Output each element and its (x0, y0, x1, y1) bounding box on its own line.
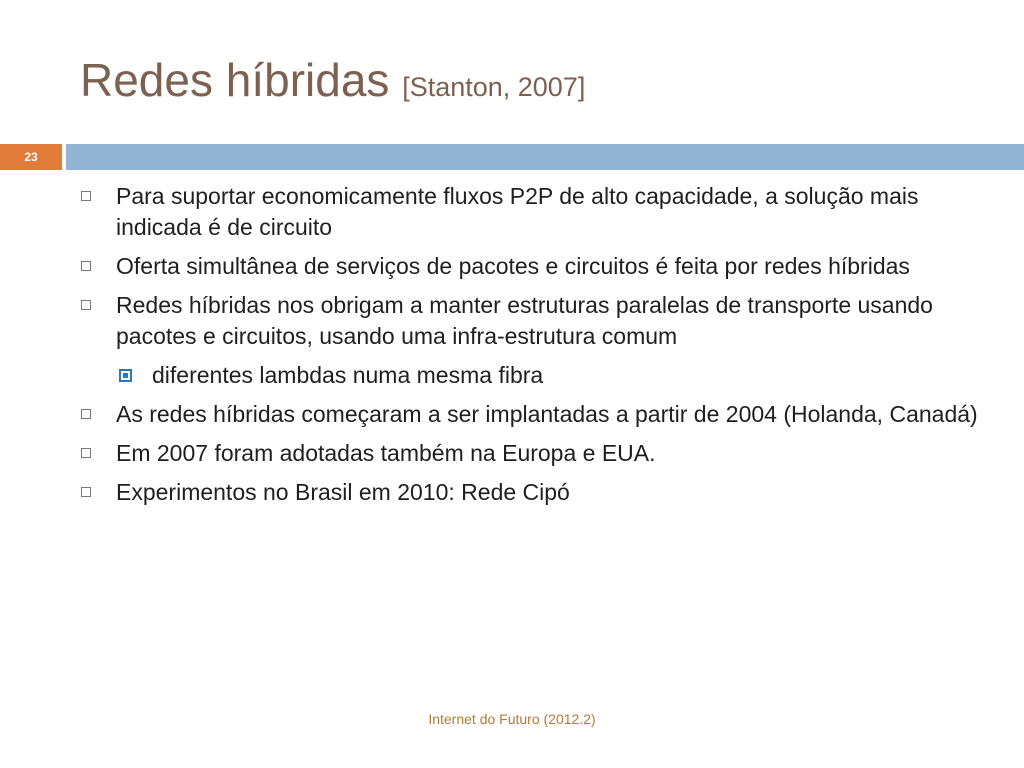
bullet-text: Para suportar economicamente fluxos P2P de alto capacidade, a solução mais indicada é de circuito (116, 183, 919, 240)
slide-title (80, 50, 585, 117)
title-citation: [Stanton, 2007] (402, 72, 586, 102)
hollow-square-icon (81, 409, 91, 419)
bullet-text: Oferta simultânea de serviços de pacotes e circuitos é feita por redes híbridas (116, 253, 910, 279)
slide-number: 23 (0, 144, 62, 170)
bullet-item (80, 251, 992, 282)
title-text: Redes híbridas (80, 54, 390, 106)
sub-bullet-item (116, 360, 992, 391)
hollow-square-icon (81, 487, 91, 497)
slide-footer: Internet do Futuro (2012.2) (428, 711, 596, 727)
bullet-item (80, 290, 992, 352)
filled-square-icon (119, 369, 132, 382)
bullet-text: Redes híbridas nos obrigam a manter estruturas paralelas de transporte usando pacotes e circuitos, usando uma infra-estrutura comum (116, 292, 933, 349)
bullet-item (80, 181, 992, 243)
header-divider-bar (66, 144, 1024, 170)
hollow-square-icon (81, 448, 91, 458)
bullet-list (80, 181, 992, 516)
bullet-text: Experimentos no Brasil em 2010: Rede Cipó (116, 479, 570, 505)
bullet-item (80, 399, 992, 430)
sub-bullet-text: diferentes lambdas numa mesma fibra (152, 362, 544, 388)
bullet-item (80, 438, 992, 469)
bullet-text: Em 2007 foram adotadas também na Europa e EUA. (116, 440, 656, 466)
bullet-item (80, 477, 992, 508)
bullet-text: As redes híbridas começaram a ser implantadas a partir de 2004 (Holanda, Canadá) (116, 401, 978, 427)
hollow-square-icon (81, 261, 91, 271)
hollow-square-icon (81, 300, 91, 310)
hollow-square-icon (81, 191, 91, 201)
